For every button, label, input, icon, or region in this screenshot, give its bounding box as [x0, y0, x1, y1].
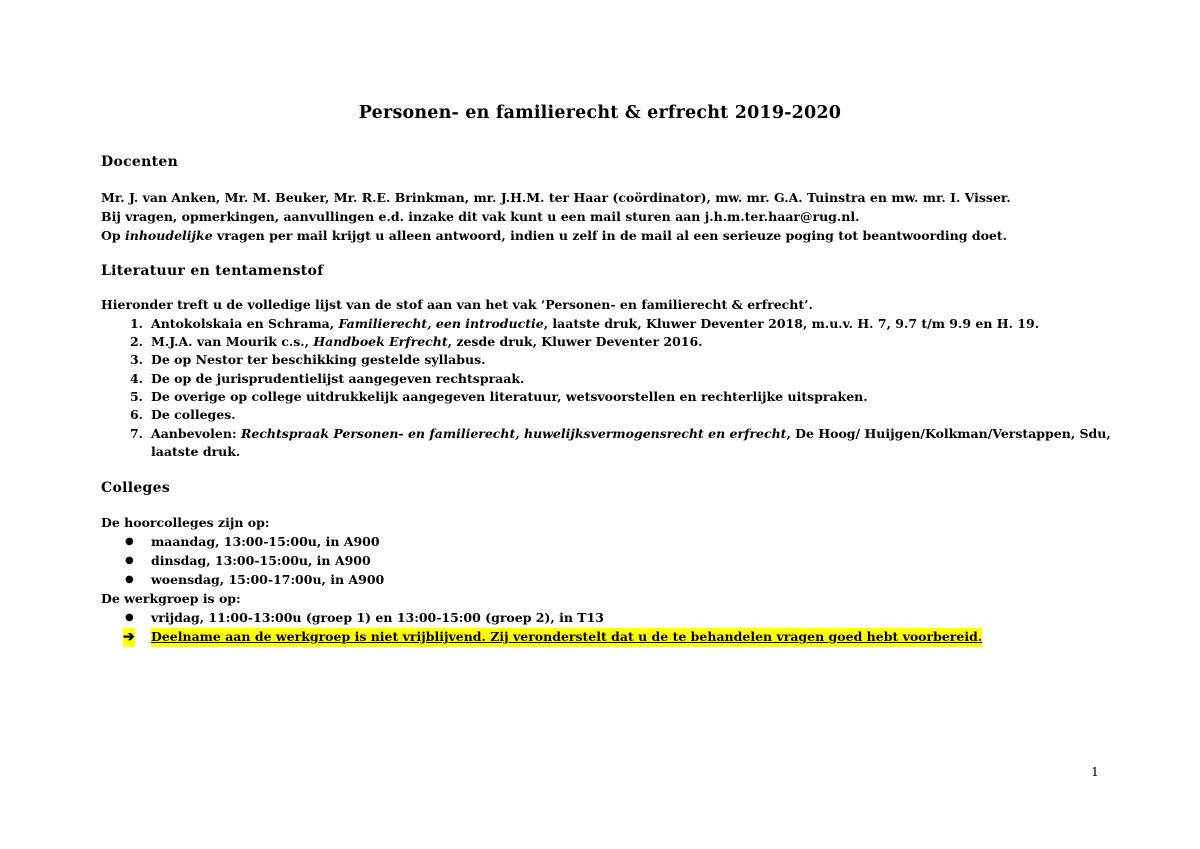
docenten-line-3-pre: Op [101, 228, 125, 243]
docenten-line-3-em: inhoudelijke [124, 228, 213, 243]
docenten-line-1: Mr. J. van Anken, Mr. M. Beuker, Mr. R.E. Brinkman, mr. J.H.M. ter Haar (coördinator), mw. mr. G.A. Tuinstra en mw. mr. I. Visser. [101, 190, 1011, 205]
docenten-line-3-post: vragen per mail krijgt u alleen antwoord, indien u zelf in de mail al een serieuze poging tot beantwoording doet. [212, 228, 1007, 243]
colleges-heading: Colleges [101, 480, 171, 496]
list-text: maandag, 13:00-15:00u, in A900 [151, 534, 380, 549]
list-text: M.J.A. van Mourik c.s., Handboek Erfrecht, zesde druk, Kluwer Deventer 2016. [151, 334, 703, 349]
list-text: De overige op college uitdrukkelijk aangegeven literatuur, wetsvoorstellen en rechterlijke uitspraken. [151, 389, 868, 404]
docenten-line-3 [101, 227, 1007, 246]
list-text: De op Nestor ter beschikking gestelde syllabus. [151, 352, 486, 367]
list-number: 3. [129, 352, 143, 367]
document-title: Personen- en familierecht & erfrecht 2019-2020 [358, 103, 842, 123]
list-text: laatste druk. [151, 444, 241, 459]
list-text: vrijdag, 11:00-13:00u (groep 1) en 13:00-15:00 (groep 2), in T13 [151, 610, 604, 625]
list-text: De op de jurisprudentielijst aangegeven rechtspraak. [151, 371, 525, 386]
bullet-icon: ● [125, 612, 134, 623]
list-number: 7. [129, 426, 143, 441]
list-number: 6. [129, 407, 143, 422]
list-number: 2. [129, 334, 143, 349]
docenten-heading: Docenten [101, 154, 179, 170]
list-text: woensdag, 15:00-17:00u, in A900 [151, 572, 385, 587]
literatuur-intro: Hieronder treft u de volledige lijst van de stof aan van het vak ‘Personen- en familierecht & erfrecht’. [101, 297, 813, 312]
bullet-icon: ● [125, 574, 134, 585]
list-number: 5. [129, 389, 143, 404]
list-text: dinsdag, 13:00-15:00u, in A900 [151, 553, 371, 568]
list-text: Aanbevolen: Rechtspraak Personen- en familierecht, huwelijksvermogensrecht en erfrecht, De Hoog/ Huijgen/Kolkman/Verstappen, Sdu, [151, 426, 1111, 441]
list-number: 4. [129, 371, 143, 386]
arrow-right-icon: ➔ [123, 629, 135, 645]
hoorcolleges-label: De hoorcolleges zijn op: [101, 515, 270, 530]
page-number: 1 [1091, 764, 1099, 779]
docenten-line-2: Bij vragen, opmerkingen, aanvullingen e.d. inzake dit vak kunt u een mail sturen aan j.h.m.ter.haar@rug.nl. [101, 209, 860, 224]
notice-text: Deelname aan de werkgroep is niet vrijblijvend. Zij veronderstelt dat u de te behandelen vragen goed hebt voorbereid. [151, 628, 982, 647]
list-text: Antokolskaia en Schrama, Familierecht, een introductie, laatste druk, Kluwer Deventer 2018, m.u.v. H. 7, 9.7 t/m 9.9 en H. 19. [151, 316, 1040, 331]
bullet-icon: ● [125, 536, 134, 547]
werkgroep-label: De werkgroep is op: [101, 591, 241, 606]
list-number: 1. [129, 316, 143, 331]
bullet-icon: ● [125, 555, 134, 566]
literatuur-heading: Literatuur en tentamenstof [101, 263, 324, 279]
list-text: De colleges. [151, 407, 236, 422]
